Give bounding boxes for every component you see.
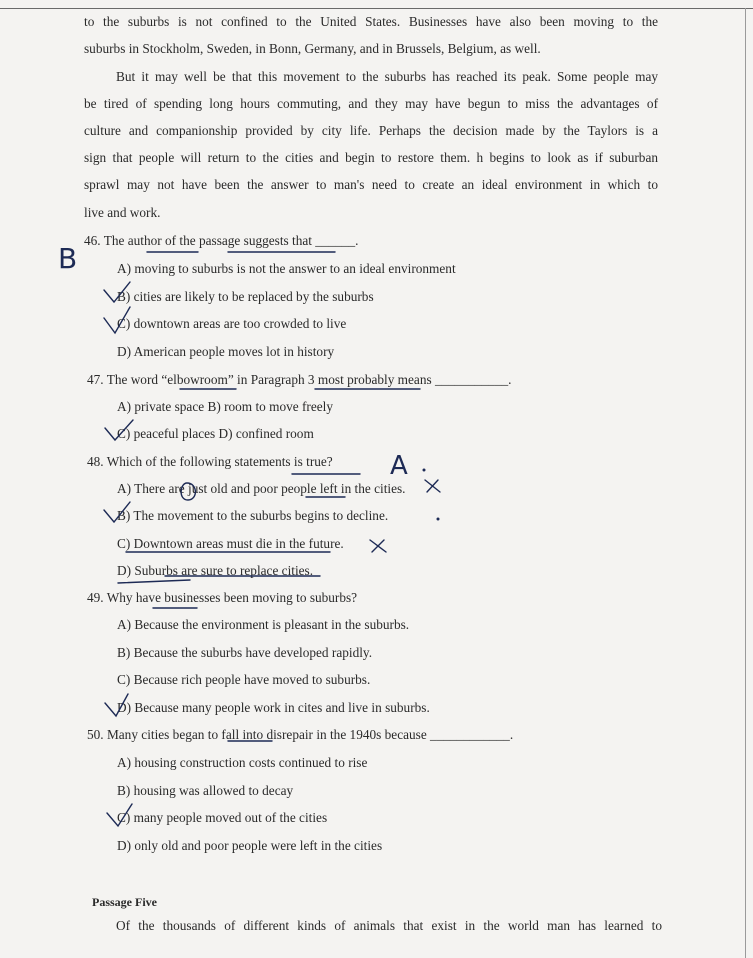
option-b: B) Because the suburbs have developed rapidly.	[117, 645, 373, 660]
passage-line: sign that people will return to the cities and begin to restore them. h begins to look as if suburban	[84, 150, 658, 165]
option-a: A) housing construction costs continued to rise	[117, 755, 368, 770]
option-c: C) Downtown areas must die in the future.	[117, 536, 344, 551]
passage-line: suburbs in Stockholm, Sweden, in Bonn, Germany, and in Brussels, Belgium, as well.	[84, 41, 541, 56]
passage-title: Passage Five	[92, 895, 157, 909]
passage-line: culture and companionship provided by city life. Perhaps the decision made by the Taylors is a	[84, 123, 658, 138]
option-a: A) moving to suburbs is not the answer to an ideal environment	[117, 261, 456, 276]
page-border-right	[745, 8, 746, 958]
option-cd: C) peaceful places D) confined room	[117, 426, 314, 441]
handwritten-a: A	[390, 451, 408, 481]
passage-line: sprawl may not have been the answer to man's need to create an ideal environment in which to	[84, 177, 658, 192]
option-ab: A) private space B) room to move freely	[117, 399, 333, 414]
option-c: C) many people moved out of the cities	[117, 810, 328, 825]
option-b: B) housing was allowed to decay	[117, 783, 294, 798]
x-mark	[425, 480, 440, 492]
x-mark	[370, 540, 386, 552]
option-b: B) cities are likely to be replaced by the suburbs	[117, 289, 374, 304]
option-b: B) The movement to the suburbs begins to decline.	[117, 508, 389, 523]
question-stem: 48. Which of the following statements is true?	[87, 454, 333, 469]
option-d: D) Suburbs are sure to replace cities.	[117, 563, 314, 578]
passage-line: But it may well be that this movement to the suburbs has reached its peak. Some people may	[116, 69, 658, 84]
passage-line: Of the thousands of different kinds of animals that exist in the world man has learned to	[116, 918, 662, 933]
page-border-top	[0, 8, 753, 9]
passage-line: be tired of spending long hours commuting, and they may have begun to miss the advantages of	[84, 96, 658, 111]
option-c: C) downtown areas are too crowded to live	[117, 316, 347, 331]
passage-line: live and work.	[84, 205, 161, 220]
option-d: D) Because many people work in cites and live in suburbs.	[117, 700, 430, 715]
handwritten-b: B	[58, 242, 78, 275]
question-stem: 46. The author of the passage suggests that ______.	[84, 233, 359, 248]
question-stem: 49. Why have businesses been moving to suburbs?	[87, 590, 358, 605]
option-d: D) only old and poor people were left in the cities	[117, 838, 383, 853]
option-a: A) Because the environment is pleasant in the suburbs.	[117, 617, 410, 632]
option-c: C) Because rich people have moved to suburbs.	[117, 672, 371, 687]
passage-line: to the suburbs is not confined to the United States. Businesses have also been moving to the	[84, 14, 658, 29]
question-stem: 50. Many cities began to fall into disrepair in the 1940s because ____________.	[87, 727, 514, 742]
option-a: A) There are just old and poor people left in the cities.	[117, 481, 406, 496]
question-stem: 47. The word “elbowroom” in Paragraph 3 most probably means ___________.	[87, 372, 512, 387]
option-d: D) American people moves lot in history	[117, 344, 335, 359]
